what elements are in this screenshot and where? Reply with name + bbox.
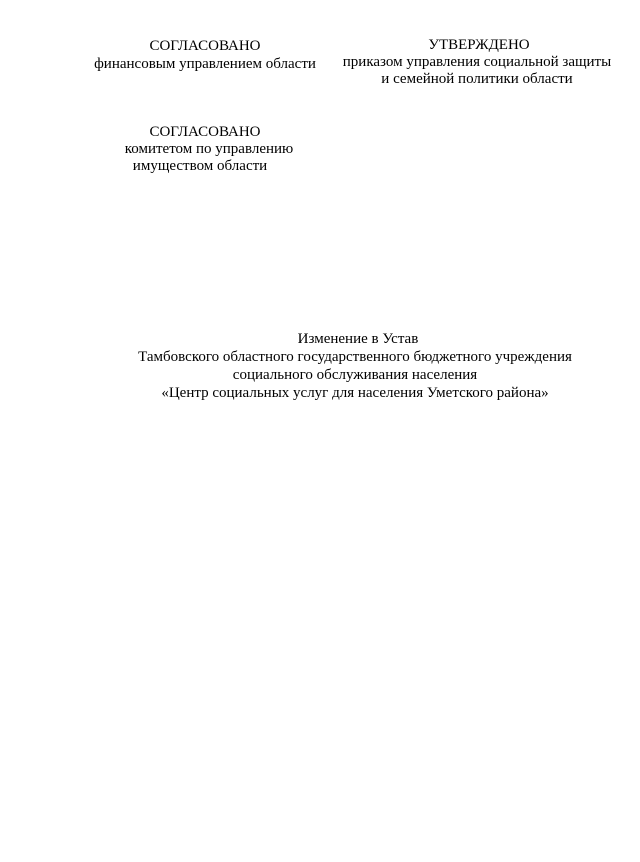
title-line-institution: Тамбовского областного государственного бюджетного учреждения: [138, 349, 572, 365]
approval-committee-authority-line-2: имуществом области: [132, 158, 268, 174]
approval-finance-authority: финансовым управлением области: [94, 56, 316, 72]
approval-finance-heading: СОГЛАСОВАНО: [149, 38, 261, 54]
document-title: [100, 330, 610, 402]
approved-order-line-2: и семейной политики области: [381, 71, 573, 87]
approval-block-committee: [80, 124, 330, 175]
approval-committee-heading: СОГЛАСОВАНО: [149, 124, 261, 140]
title-line-center-name: «Центр социальных услуг для населения Уметского района»: [161, 385, 549, 401]
approval-committee-authority-line-1: комитетом по управлению: [124, 141, 294, 157]
approval-block-finance: [80, 38, 330, 73]
approved-heading: УТВЕРЖДЕНО: [428, 37, 530, 53]
approved-order-line-1: приказом управления социальной защиты: [342, 54, 612, 70]
title-line-service-type: социального обслуживания населения: [232, 367, 478, 383]
approved-block: [332, 37, 622, 88]
title-line-amendment: Изменение в Устав: [297, 331, 419, 347]
